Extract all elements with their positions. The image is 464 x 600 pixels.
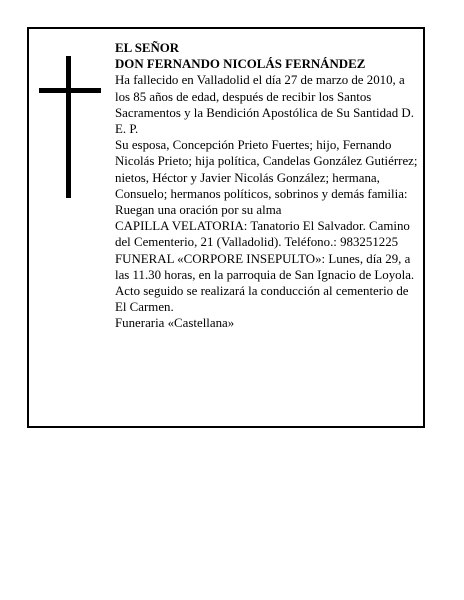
prayer-request: Ruegan una oración por su alma [115, 203, 282, 218]
cross-vertical-bar [66, 56, 71, 198]
family-list: Su esposa, Concepción Prieto Fuertes; hijo, Fernando Nicolás Prieto; hija política, Candelas González Gutiérrez; nietos, Héctor y Javier Nicolás González; hermana, Consuelo; hermanos políticos, sobrinos y demás familia: [115, 138, 418, 201]
deceased-name: DON FERNANDO NICOLÁS FERNÁNDEZ [115, 57, 366, 72]
latin-cross-icon [39, 56, 101, 198]
cross-horizontal-bar [39, 88, 101, 93]
death-announcement: Ha fallecido en Valladolid el día 27 de marzo de 2010, a los 85 años de edad, después de recibir los Santos Sacramentos y la Bendición Apostólica de Su Santidad D. E. P. [115, 73, 414, 137]
notice-text [115, 40, 421, 332]
funeral-home: Funeraria «Castellana» [115, 316, 235, 331]
notice-title: EL SEÑOR [115, 41, 180, 55]
funeral-info: FUNERAL «CORPORE INSEPULTO»: Lunes, día 29, a las 11.30 horas, en la parroquia de San Ignacio de Loyola. Acto seguido se realizará la conducción al cementerio de El Carmen. [115, 251, 415, 315]
wake-chapel-info: CAPILLA VELATORIA: Tanatorio El Salvador. Camino del Cementerio, 21 (Valladolid). Teléfono.: 983251225 [115, 219, 410, 250]
obituary-notice [27, 27, 425, 428]
